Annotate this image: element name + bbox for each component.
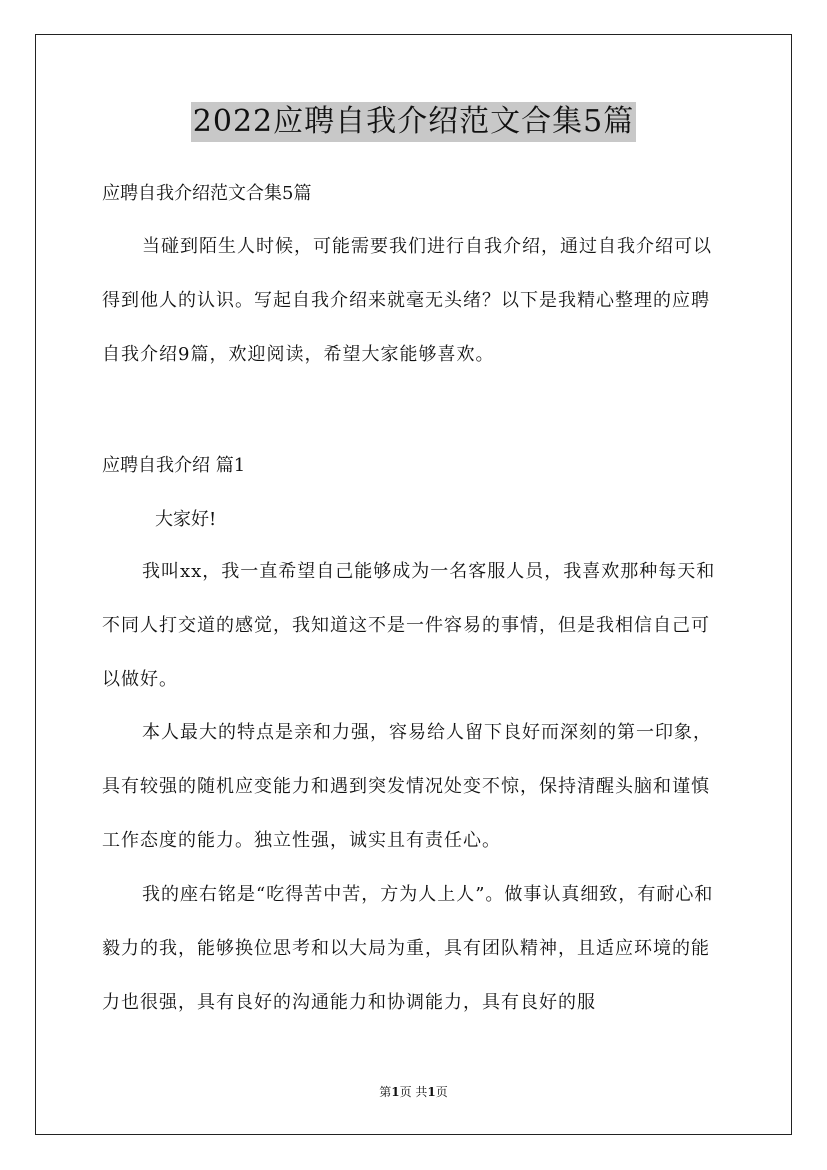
- intro-paragraph: 当碰到陌生人时候，可能需要我们进行自我介绍，通过自我介绍可以得到他人的认识。写起自我介绍来就毫无头绪？以下是我精心整理的应聘自我介绍9篇，欢迎阅读，希望大家能够喜欢。: [102, 236, 712, 365]
- footer-mid: 页 共: [399, 1085, 428, 1099]
- body-paragraph-2: 本人最大的特点是亲和力强，容易给人留下良好而深刻的第一印象，具有较强的随机应变能力和遇到突发情况处变不惊，保持清醒头脑和谨慎工作态度的能力。独立性强，诚实且有责任心。: [102, 722, 712, 851]
- document-title: 2022应聘自我介绍范文合集5篇: [191, 102, 636, 142]
- title-container: [0, 102, 827, 142]
- footer-total-pages: 1: [427, 1085, 436, 1099]
- footer-prefix: 第: [379, 1085, 392, 1099]
- footer-suffix: 页: [435, 1085, 448, 1099]
- document-subtitle: 应聘自我介绍范文合集5篇: [102, 183, 312, 204]
- section-heading: 应聘自我介绍 篇1: [102, 455, 246, 476]
- page-footer: [0, 1084, 827, 1100]
- footer-page-number: 1: [391, 1085, 400, 1099]
- body-paragraph-3: 我的座右铭是“吃得苦中苦，方为人上人”。做事认真细致，有耐心和毅力的我，能够换位思考和以大局为重，具有团队精神，且适应环境的能力也很强，具有良好的沟通能力和协调能力，具有良好的服: [102, 884, 714, 1013]
- body-paragraph-1: 我叫xx，我一直希望自己能够成为一名客服人员，我喜欢那种每天和不同人打交道的感觉，我知道这不是一件容易的事情，但是我相信自己可以做好。: [102, 561, 716, 690]
- greeting-line: 大家好!: [155, 509, 217, 530]
